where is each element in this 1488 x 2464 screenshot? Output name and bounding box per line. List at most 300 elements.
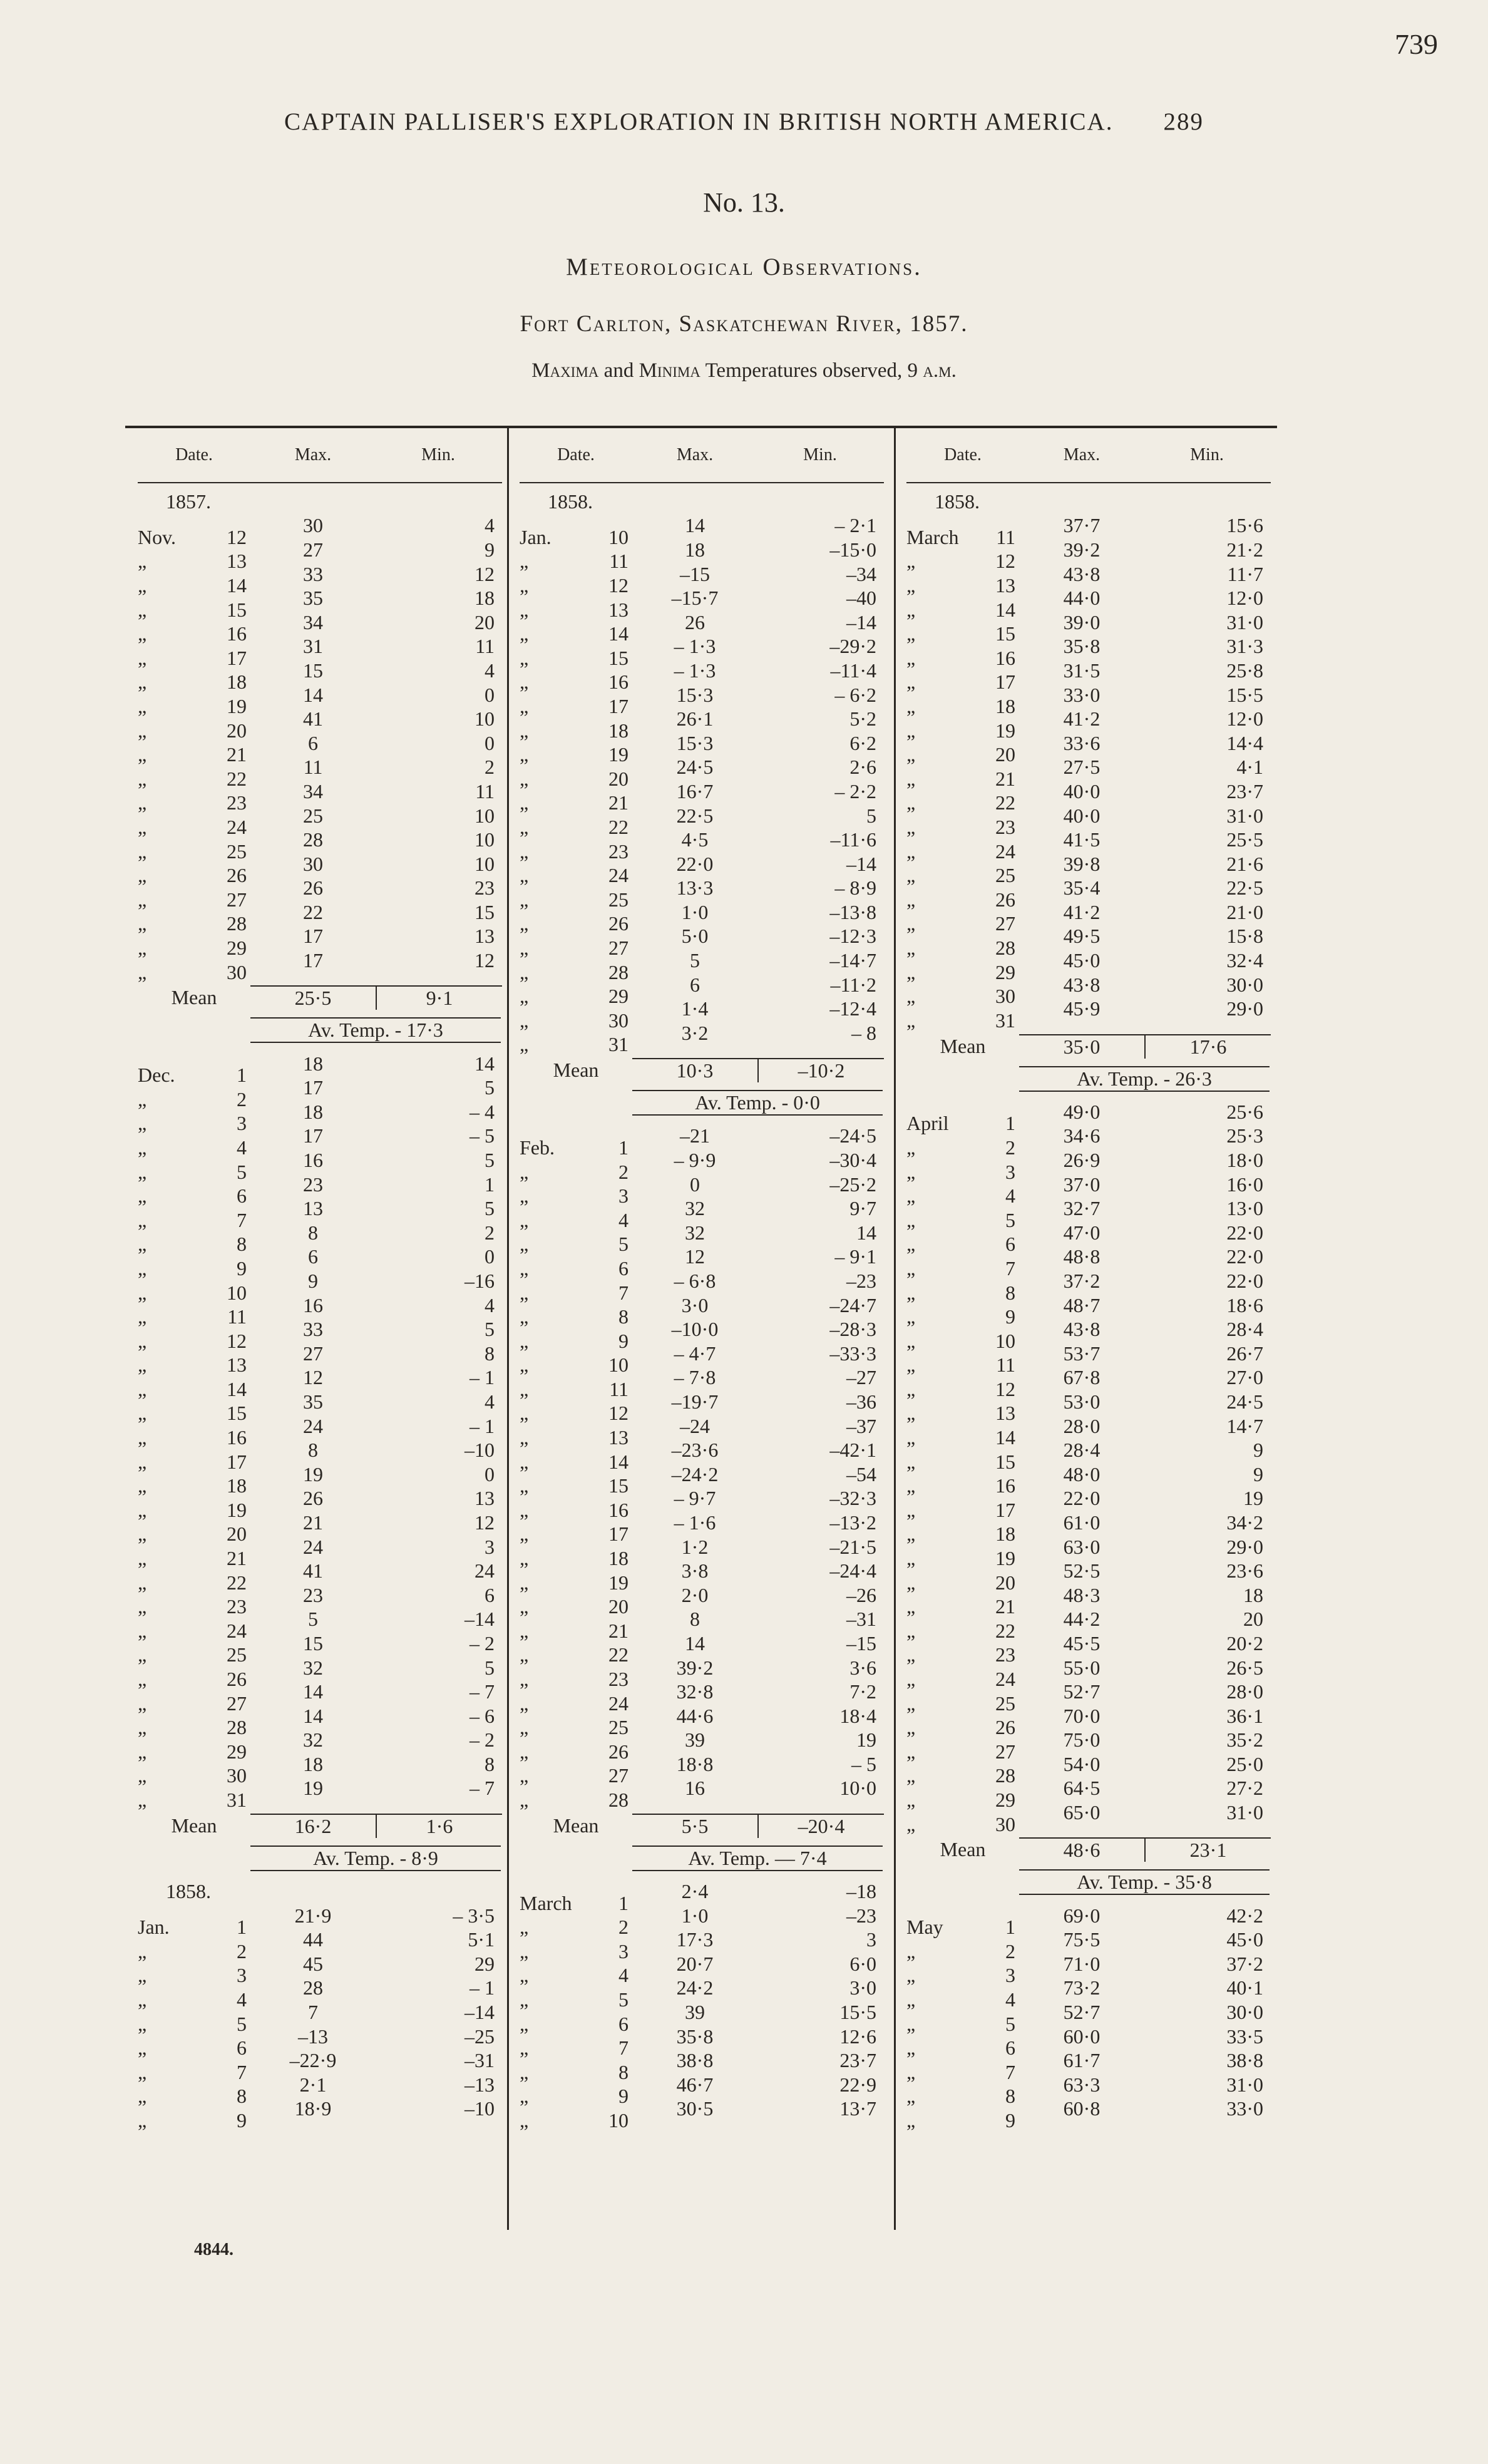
mean-max: 16·2 bbox=[250, 1814, 376, 1838]
table-row bbox=[520, 973, 884, 1008]
average-temperature: Av. Temp. — 7·4 bbox=[632, 1845, 883, 1871]
day-number: 16 bbox=[608, 1498, 629, 1521]
month-label: Jan. bbox=[138, 1916, 170, 1939]
month-label: „ bbox=[520, 1788, 529, 1811]
month-label: „ bbox=[520, 1668, 529, 1691]
min-value: 12 bbox=[475, 1511, 495, 1534]
table-row bbox=[138, 1438, 502, 1473]
mean-label: Mean bbox=[940, 1034, 986, 1057]
table-row bbox=[138, 1124, 502, 1159]
max-value: 48·8 bbox=[1063, 1245, 1101, 1268]
day-number: 17 bbox=[608, 695, 629, 718]
table-row bbox=[520, 1976, 884, 2011]
caption-minima: Minima bbox=[639, 359, 700, 382]
table-row bbox=[906, 948, 1271, 983]
max-value: –15·7 bbox=[671, 587, 719, 610]
day-number: 26 bbox=[227, 1668, 247, 1691]
day-number: 24 bbox=[995, 1668, 1015, 1691]
day-number: 6 bbox=[618, 2012, 629, 2035]
table-row bbox=[138, 731, 502, 766]
month-label: „ bbox=[520, 1426, 529, 1449]
month-label: „ bbox=[520, 1353, 529, 1377]
month-label: „ bbox=[906, 1281, 916, 1304]
column-header bbox=[906, 428, 1271, 483]
min-value: 33·0 bbox=[1226, 2097, 1263, 2120]
max-value: – 1·6 bbox=[674, 1511, 716, 1534]
day-number: 10 bbox=[995, 1329, 1015, 1352]
day-number: 2 bbox=[618, 1160, 629, 1183]
day-number: 28 bbox=[227, 1716, 247, 1739]
max-value: 24·2 bbox=[676, 1976, 714, 1999]
day-number: 29 bbox=[227, 1740, 247, 1763]
month-label: „ bbox=[906, 912, 916, 935]
max-value: 18 bbox=[303, 1100, 323, 1123]
month-label: „ bbox=[906, 695, 916, 718]
min-value: 21·0 bbox=[1226, 900, 1263, 923]
max-value: 70·0 bbox=[1063, 1704, 1101, 1727]
day-number: 13 bbox=[995, 574, 1015, 597]
min-value: 5 bbox=[485, 1197, 495, 1220]
min-value: 12 bbox=[475, 562, 495, 585]
min-value: 6·0 bbox=[849, 1952, 876, 1975]
month-label: „ bbox=[520, 1208, 529, 1231]
day-number: 23 bbox=[608, 839, 629, 863]
min-value: 4 bbox=[485, 1293, 495, 1317]
table-row bbox=[138, 1366, 502, 1400]
min-value: –14·7 bbox=[829, 949, 876, 972]
min-value: – 2·2 bbox=[834, 779, 876, 803]
month-label: „ bbox=[906, 1329, 916, 1352]
day-number: 21 bbox=[608, 791, 629, 814]
min-value: 14·4 bbox=[1226, 731, 1263, 754]
max-value: 1·0 bbox=[681, 900, 709, 923]
document-caption bbox=[0, 359, 1488, 382]
max-value: 3·0 bbox=[681, 1293, 709, 1317]
min-value: 15·8 bbox=[1226, 925, 1263, 948]
table-row bbox=[138, 1390, 502, 1425]
table-row bbox=[138, 1728, 502, 1763]
day-number: 12 bbox=[995, 550, 1015, 573]
day-number: 19 bbox=[608, 743, 629, 766]
day-number: 10 bbox=[608, 525, 629, 548]
month-label: „ bbox=[138, 1764, 147, 1787]
max-value: 64·5 bbox=[1063, 1777, 1101, 1800]
min-value: 29·0 bbox=[1226, 1535, 1263, 1558]
max-value: 4·5 bbox=[681, 828, 709, 851]
min-value: 4·1 bbox=[1236, 756, 1263, 779]
month-label: „ bbox=[520, 1643, 529, 1666]
day-number: 2 bbox=[237, 1087, 247, 1111]
min-value: 10 bbox=[475, 707, 495, 731]
max-value: 2·0 bbox=[681, 1583, 709, 1606]
max-value: 1·4 bbox=[681, 997, 709, 1020]
min-value: –25·2 bbox=[829, 1173, 876, 1196]
max-value: 32·8 bbox=[676, 1680, 714, 1703]
month-label: „ bbox=[906, 1740, 916, 1763]
month-label: „ bbox=[520, 743, 529, 766]
min-value: 13 bbox=[475, 925, 495, 948]
month-label: „ bbox=[520, 1939, 529, 1963]
table-row bbox=[138, 1269, 502, 1304]
min-value: 15 bbox=[475, 900, 495, 923]
day-number: 9 bbox=[618, 1329, 629, 1352]
table-row bbox=[520, 997, 884, 1032]
day-number: 10 bbox=[608, 1353, 629, 1377]
table-row bbox=[520, 586, 884, 621]
min-value: – 7 bbox=[469, 1777, 495, 1800]
min-value: –27 bbox=[846, 1366, 876, 1389]
page-number: 739 bbox=[1395, 28, 1438, 60]
jan-mean bbox=[520, 1054, 884, 1119]
day-number: 9 bbox=[1005, 2108, 1015, 2132]
max-value: 21·9 bbox=[294, 1904, 332, 1927]
month-label: „ bbox=[906, 1233, 916, 1256]
day-number: 30 bbox=[608, 1009, 629, 1032]
max-value: 33 bbox=[303, 1318, 323, 1341]
day-number: 26 bbox=[608, 912, 629, 935]
max-value: 27 bbox=[303, 1342, 323, 1365]
month-label: „ bbox=[520, 1256, 529, 1280]
min-value: 23·7 bbox=[839, 2049, 876, 2072]
table-row bbox=[906, 1245, 1271, 1280]
max-value: 16 bbox=[303, 1149, 323, 1172]
max-value: 30 bbox=[303, 514, 323, 537]
header-date: Date. bbox=[175, 445, 213, 465]
min-value: 29 bbox=[475, 1952, 495, 1975]
min-value: – 5 bbox=[469, 1124, 495, 1147]
month-label: „ bbox=[520, 1160, 529, 1183]
day-number: 13 bbox=[608, 1426, 629, 1449]
max-value: 13·3 bbox=[676, 876, 714, 900]
day-number: 1 bbox=[1005, 1916, 1015, 1939]
month-label: „ bbox=[520, 695, 529, 718]
min-value: 14 bbox=[475, 1052, 495, 1075]
min-value: –36 bbox=[846, 1390, 876, 1413]
max-value: –10·0 bbox=[671, 1318, 719, 1341]
max-value: 41·2 bbox=[1063, 707, 1101, 731]
month-label: „ bbox=[520, 574, 529, 597]
month-label: „ bbox=[906, 622, 916, 645]
month-label: „ bbox=[906, 1160, 916, 1183]
mean-min: –20·4 bbox=[757, 1814, 884, 1838]
max-value: 61·0 bbox=[1063, 1511, 1101, 1534]
day-number: 25 bbox=[995, 864, 1015, 887]
month-label: „ bbox=[906, 1716, 916, 1739]
table-row bbox=[906, 1196, 1271, 1231]
day-number: 13 bbox=[995, 1402, 1015, 1425]
table-row bbox=[906, 1608, 1271, 1642]
max-value: 37·7 bbox=[1063, 514, 1101, 537]
table-row bbox=[138, 1052, 502, 1087]
min-value: 30·0 bbox=[1226, 973, 1263, 996]
min-value: 25·5 bbox=[1226, 828, 1263, 851]
max-value: 31 bbox=[303, 635, 323, 658]
table-row bbox=[138, 1293, 502, 1328]
month-label: „ bbox=[520, 2085, 529, 2108]
month-label: „ bbox=[138, 1643, 147, 1666]
max-value: 43·8 bbox=[1063, 1318, 1101, 1341]
day-number: 20 bbox=[995, 743, 1015, 766]
month-label: „ bbox=[906, 1939, 916, 1963]
table-row bbox=[138, 1535, 502, 1570]
table-row bbox=[520, 1879, 884, 1914]
max-value: 22·5 bbox=[676, 804, 714, 827]
table-row bbox=[520, 731, 884, 766]
table-row bbox=[138, 1976, 502, 2011]
max-value: – 1·3 bbox=[674, 635, 716, 658]
table-row bbox=[138, 804, 502, 839]
min-value: – 3·5 bbox=[453, 1904, 495, 1927]
month-label: „ bbox=[138, 2085, 147, 2108]
day-number: 30 bbox=[227, 960, 247, 983]
table-row bbox=[138, 1100, 502, 1135]
table-row bbox=[520, 1680, 884, 1715]
day-number: 28 bbox=[608, 960, 629, 983]
table-row bbox=[906, 828, 1271, 863]
max-value: 14 bbox=[303, 683, 323, 706]
month-label: „ bbox=[520, 1571, 529, 1594]
max-value: – 9·9 bbox=[674, 1149, 716, 1172]
min-value: 36·1 bbox=[1226, 1704, 1263, 1727]
min-value: 23·7 bbox=[1226, 779, 1263, 803]
max-value: 39·2 bbox=[1063, 538, 1101, 561]
max-value: 26·1 bbox=[676, 707, 714, 731]
min-value: 25·3 bbox=[1226, 1124, 1263, 1147]
max-value: 46·7 bbox=[676, 2073, 714, 2096]
max-value: 8 bbox=[308, 1439, 318, 1462]
max-value: 48·3 bbox=[1063, 1583, 1101, 1606]
max-value: 8 bbox=[308, 1221, 318, 1244]
header-max: Max. bbox=[294, 445, 332, 465]
day-number: 20 bbox=[995, 1571, 1015, 1594]
min-value: 12 bbox=[475, 949, 495, 972]
month-label: „ bbox=[906, 1498, 916, 1521]
table-row bbox=[138, 1904, 502, 1939]
day-number: 16 bbox=[227, 1426, 247, 1449]
min-value: 2·6 bbox=[849, 756, 876, 779]
day-number: 12 bbox=[227, 1329, 247, 1352]
table-row bbox=[520, 948, 884, 983]
min-value: 31·3 bbox=[1226, 635, 1263, 658]
month-label: „ bbox=[906, 1402, 916, 1425]
month-label: „ bbox=[138, 1329, 147, 1352]
min-value: 18 bbox=[1243, 1583, 1263, 1606]
max-value: – 6·8 bbox=[674, 1270, 716, 1293]
max-value: 44·2 bbox=[1063, 1608, 1101, 1631]
mar-mean bbox=[906, 1030, 1271, 1095]
month-label: „ bbox=[520, 1740, 529, 1763]
month-label: „ bbox=[906, 1788, 916, 1811]
day-number: 22 bbox=[227, 1571, 247, 1594]
table-row bbox=[520, 1293, 884, 1328]
month-label: „ bbox=[138, 1788, 147, 1811]
max-value: 14 bbox=[685, 1631, 705, 1655]
min-value: 0 bbox=[485, 1462, 495, 1486]
min-value: –26 bbox=[846, 1583, 876, 1606]
month-label: „ bbox=[138, 791, 147, 814]
day-number: 16 bbox=[608, 670, 629, 694]
table-row bbox=[520, 1366, 884, 1400]
table-row bbox=[520, 1342, 884, 1377]
month-label: „ bbox=[138, 622, 147, 645]
max-value: –13 bbox=[298, 2025, 328, 2048]
day-number: 8 bbox=[618, 1305, 629, 1328]
max-value: 16 bbox=[303, 1293, 323, 1317]
min-value: –11·2 bbox=[830, 973, 876, 996]
day-number: 22 bbox=[995, 791, 1015, 814]
max-value: 48·7 bbox=[1063, 1293, 1101, 1317]
month-label: „ bbox=[138, 1233, 147, 1256]
table-row bbox=[906, 1583, 1271, 1618]
max-value: 31·5 bbox=[1063, 659, 1101, 682]
table-row bbox=[138, 1559, 502, 1594]
day-number: 7 bbox=[1005, 2060, 1015, 2083]
max-value: 18·9 bbox=[294, 2097, 332, 2120]
month-label: „ bbox=[906, 1964, 916, 1987]
table-row bbox=[138, 1631, 502, 1666]
month-label: „ bbox=[138, 719, 147, 742]
day-number: 9 bbox=[237, 1256, 247, 1280]
table-row bbox=[906, 973, 1271, 1008]
mean-label: Mean bbox=[171, 1814, 217, 1837]
table-row bbox=[138, 1680, 502, 1715]
table-row bbox=[520, 1704, 884, 1739]
max-value: 14 bbox=[685, 514, 705, 537]
table-row bbox=[520, 1148, 884, 1183]
max-value: 43·8 bbox=[1063, 973, 1101, 996]
day-number: 24 bbox=[995, 839, 1015, 863]
table-row bbox=[520, 562, 884, 597]
min-value: 4 bbox=[485, 1390, 495, 1413]
day-number: 18 bbox=[608, 1547, 629, 1570]
table-row bbox=[906, 1752, 1271, 1787]
caption-and: and bbox=[598, 359, 639, 382]
mean-row bbox=[520, 1054, 884, 1087]
month-label: „ bbox=[520, 888, 529, 911]
min-value: –15 bbox=[846, 1631, 876, 1655]
day-number: 14 bbox=[995, 598, 1015, 621]
min-value: 5 bbox=[485, 1318, 495, 1341]
mean-label: Mean bbox=[171, 986, 217, 1009]
apr-rows bbox=[906, 1100, 1271, 1835]
table-row bbox=[520, 1952, 884, 1987]
table-row bbox=[906, 1680, 1271, 1715]
month-label: „ bbox=[138, 1619, 147, 1642]
max-value: 12 bbox=[303, 1366, 323, 1389]
table-row bbox=[138, 683, 502, 718]
month-label: „ bbox=[520, 1009, 529, 1032]
month-label: „ bbox=[520, 1964, 529, 1987]
mean-min: 17·6 bbox=[1144, 1034, 1271, 1059]
min-value: 37·2 bbox=[1226, 1952, 1263, 1975]
min-value: 9 bbox=[485, 538, 495, 561]
max-value: 19 bbox=[303, 1462, 323, 1486]
min-value: 24·5 bbox=[1226, 1390, 1263, 1413]
day-number: 14 bbox=[227, 574, 247, 597]
caption-rest: Temperatures observed, 9 bbox=[700, 359, 923, 382]
table-row bbox=[138, 1583, 502, 1618]
day-number: 6 bbox=[237, 1184, 247, 1208]
max-value: 71·0 bbox=[1063, 1952, 1101, 1975]
min-value: 23·6 bbox=[1226, 1559, 1263, 1583]
max-value: 32 bbox=[685, 1197, 705, 1220]
min-value: 18·6 bbox=[1226, 1293, 1263, 1317]
month-label: „ bbox=[138, 1939, 147, 1963]
max-value: 75·0 bbox=[1063, 1728, 1101, 1752]
min-value: –11·4 bbox=[830, 659, 876, 682]
table-row bbox=[906, 1100, 1271, 1135]
month-label: „ bbox=[520, 1281, 529, 1304]
max-value: 40·0 bbox=[1063, 804, 1101, 827]
min-value: 3 bbox=[866, 1928, 876, 1951]
month-label: May bbox=[906, 1916, 943, 1939]
min-value: 14 bbox=[856, 1221, 876, 1244]
table-row bbox=[138, 1952, 502, 1987]
max-value: 3·2 bbox=[681, 1021, 709, 1044]
header-date: Date. bbox=[557, 445, 595, 465]
table-row bbox=[906, 1631, 1271, 1666]
feb-rows bbox=[520, 1124, 884, 1811]
average-temperature: Av. Temp. - 8·9 bbox=[250, 1845, 501, 1871]
month-label: „ bbox=[138, 1087, 147, 1111]
max-value: 1·0 bbox=[681, 1904, 709, 1927]
max-value: 6 bbox=[690, 973, 700, 996]
day-number: 11 bbox=[996, 1353, 1015, 1377]
min-value: 11 bbox=[475, 779, 495, 803]
day-number: 19 bbox=[227, 695, 247, 718]
day-number: 19 bbox=[995, 1547, 1015, 1570]
day-number: 6 bbox=[1005, 2036, 1015, 2060]
table-row bbox=[138, 2048, 502, 2083]
max-value: 24 bbox=[303, 1535, 323, 1558]
max-value: 17·3 bbox=[676, 1928, 714, 1951]
min-value: – 8·9 bbox=[834, 876, 876, 900]
table-row bbox=[520, 1021, 884, 1056]
average-row bbox=[906, 1062, 1271, 1095]
jan-rows bbox=[138, 1904, 502, 2132]
max-value: 5 bbox=[690, 949, 700, 972]
table-row bbox=[906, 1800, 1271, 1835]
max-value: – 1·3 bbox=[674, 659, 716, 682]
day-number: 22 bbox=[608, 1643, 629, 1666]
table-row bbox=[906, 2048, 1271, 2083]
day-number: 19 bbox=[227, 1498, 247, 1521]
min-value: 10 bbox=[475, 828, 495, 851]
table-row bbox=[138, 1704, 502, 1739]
day-number: 21 bbox=[995, 1595, 1015, 1618]
table-row bbox=[520, 514, 884, 548]
day-number: 4 bbox=[1005, 1184, 1015, 1208]
min-value: 25·6 bbox=[1226, 1100, 1263, 1123]
table-row bbox=[906, 1535, 1271, 1570]
min-value: –13 bbox=[464, 2073, 495, 2096]
day-number: 28 bbox=[227, 912, 247, 935]
month-label: „ bbox=[906, 670, 916, 694]
month-label: „ bbox=[906, 550, 916, 573]
max-value: 34 bbox=[303, 779, 323, 803]
min-value: –31 bbox=[464, 2049, 495, 2072]
min-value: 30·0 bbox=[1226, 2001, 1263, 2024]
month-label: „ bbox=[138, 1450, 147, 1473]
running-head bbox=[0, 108, 1488, 136]
day-number: 26 bbox=[995, 888, 1015, 911]
max-value: 18 bbox=[303, 1052, 323, 1075]
table-row bbox=[906, 1390, 1271, 1425]
min-value: 24 bbox=[475, 1559, 495, 1583]
table-row bbox=[520, 779, 884, 814]
day-number: 29 bbox=[995, 960, 1015, 983]
year-label: 1858. bbox=[548, 490, 593, 513]
